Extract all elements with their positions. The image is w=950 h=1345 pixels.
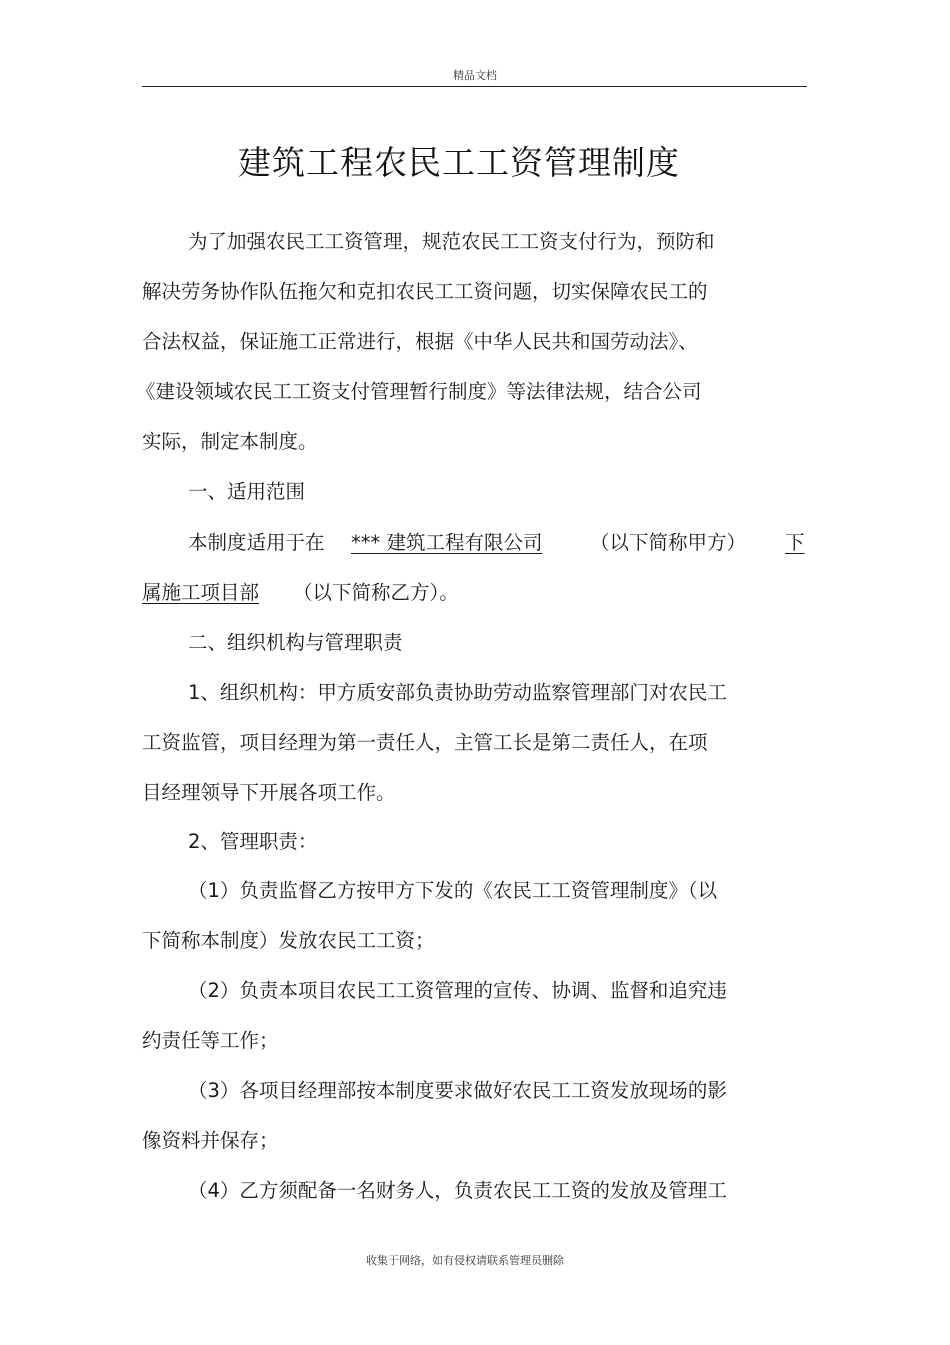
scope-line (188, 530, 325, 556)
list-item-line: （2）负责本项目农民工工资管理的宣传、协调、监督和追究违 (188, 979, 727, 1002)
document-title: 建筑工程农民工工资管理制度 (238, 143, 680, 182)
paragraph-line: 合法权益，保证施工正常进行，根据《中华人民共和国劳动法》、 (142, 330, 698, 353)
company-name-field: *** 建筑工程有限公司 (351, 531, 543, 554)
list-item-line: 下简称本制度）发放农民工工资； (142, 929, 435, 952)
paragraph-line: 解决劳务协作队伍拖欠和克扣农民工工资问题，切实保障农民工的 (142, 280, 708, 303)
page-footer: 收集于网络，如有侵权请联系管理员删除 (366, 1254, 564, 1267)
scope-text: （以下简称乙方）。 (293, 581, 459, 604)
section-heading: 一、适用范围 (188, 480, 306, 503)
project-dept-field: 属施工项目部 (142, 581, 260, 604)
scope-text: 本制度适用于在 (188, 531, 325, 554)
page-header: 精品文档 (453, 69, 497, 82)
subsection-heading: 2、管理职责： (188, 830, 318, 853)
list-item-line: （3）各项目经理部按本制度要求做好农民工工资发放现场的影 (188, 1079, 727, 1102)
paragraph-line: 《建设领域农民工工资支付管理暂行制度》等法律法规，结合公司 (136, 380, 702, 403)
list-item-line: （4）乙方须配备一名财务人，负责农民工工资的发放及管理工 (188, 1179, 727, 1202)
list-item-line: 像资料并保存； (142, 1129, 279, 1152)
paragraph-line: 目经理领导下开展各项工作。 (142, 781, 396, 804)
list-item-line: 约责任等工作； (142, 1029, 279, 1052)
section-heading: 二、组织机构与管理职责 (188, 631, 403, 654)
list-item-line: （1）负责监督乙方按甲方下发的《农民工工资管理制度》（以 (188, 879, 718, 902)
paragraph-line: 实际，制定本制度。 (142, 430, 318, 453)
scope-text: （以下简称甲方） (590, 531, 747, 554)
scope-text: 下 (785, 531, 805, 554)
paragraph-line: 工资监管，项目经理为第一责任人，主管工长是第二责任人，在项 (142, 731, 708, 754)
header-rule (142, 86, 807, 87)
paragraph-line: 为了加强农民工工资管理，规范农民工工资支付行为，预防和 (188, 230, 715, 253)
paragraph-line: 1、组织机构：甲方质安部负责协助劳动监察管理部门对农民工 (188, 681, 727, 704)
